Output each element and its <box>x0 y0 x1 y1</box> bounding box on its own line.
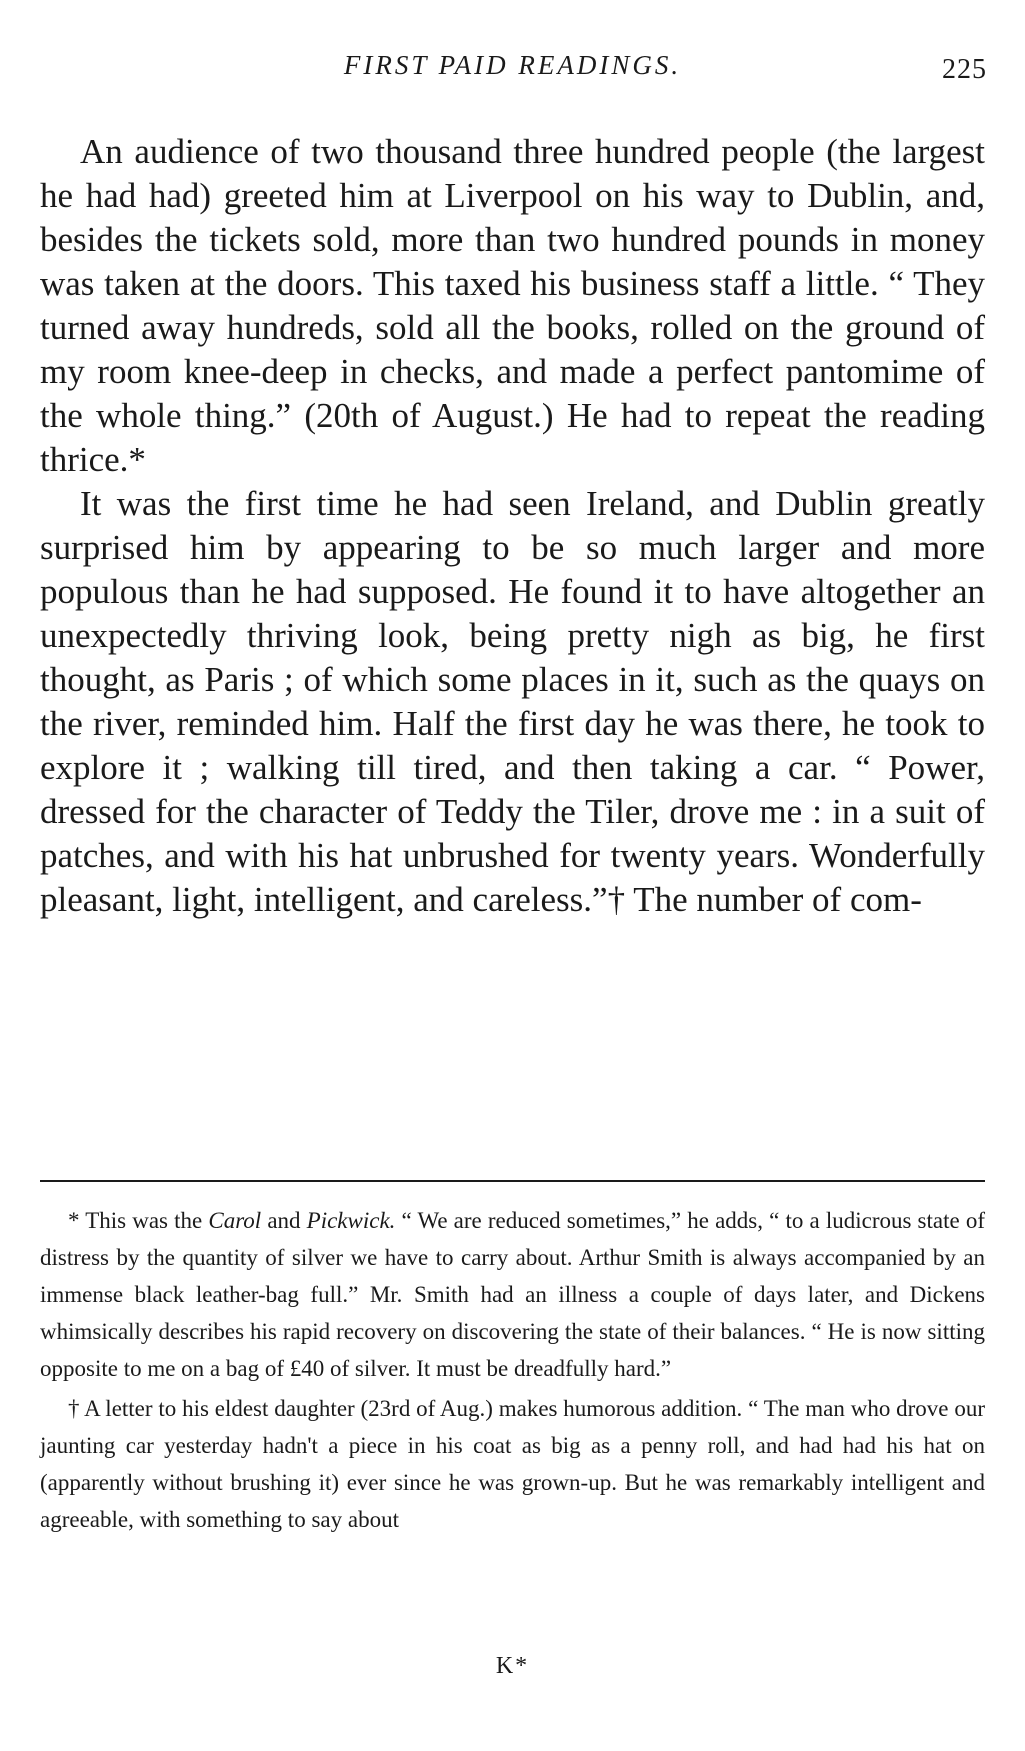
work-title-carol: Carol <box>208 1208 262 1233</box>
footnote-marker: * <box>68 1208 80 1233</box>
page-header <box>40 50 985 90</box>
body-paragraph: It was the first time he had seen Ireland, and Dublin greatly surprised him by appearing to be so much larger and more populous than he had supposed. He found it to have altogether an unexpectedly thriving look, being pretty nigh as big, he first thought, as Paris ; of which some places in it, such as the quays on the river, reminded him. Half the first day he was there, he took to explore it ; walking till tired, and then taking a car. “ Power, dressed for the character of Teddy the Tiler, drove me : in a suit of patches, and with his hat unbrushed for twenty years. Wonderfully pleasant, light, intelligent, and careless.”† The number of com- <box>40 484 985 919</box>
footnote-marker: † <box>68 1396 80 1421</box>
signature-mark: K* <box>495 1653 530 1679</box>
footnote-text: This was the <box>79 1208 209 1233</box>
body-paragraph: An audience of two thousand three hundred people (the largest he had had) greeted him at Liverpool on his way to Dublin, and, besides the tickets sold, more than two hundred pounds in money was taken at the doors. This taxed his business staff a little. “ They turned away hundreds, sold all the books, rolled on the ground of my room knee-deep in checks, and made a perfect pantomime of the whole thing.” (20th of August.) He had to repeat the reading thrice.* <box>40 132 985 479</box>
footnote-asterisk <box>40 1202 985 1387</box>
running-title: FIRST PAID READINGS. <box>343 50 682 80</box>
footnote-text: and <box>261 1208 307 1233</box>
footnotes <box>40 1202 985 1541</box>
footnote-dagger <box>40 1390 985 1538</box>
page-number: 225 <box>942 54 987 85</box>
main-text <box>40 130 985 922</box>
footnote-divider <box>40 1180 985 1182</box>
footnote-text: “ We are reduced sometimes,” he adds, “ to a ludicrous state of distress by the quantity of silver we have to carry about. Arthur Smith is always accompanied by an immense black leather-bag full.” Mr. Smith had an illness a couple of days later, and Dickens whimsically describes his rapid recovery on discovering the state of their balances. “ He is now sitting opposite to me on a bag of £40 of silver. It must be dreadfully hard.” <box>40 1208 985 1381</box>
work-title-pickwick: Pickwick. <box>306 1208 396 1233</box>
footnote-text: A letter to his eldest daughter (23rd of Aug.) makes humorous addition. “ The man who drove our jaunting car yesterday hadn't a piece in his coat as big as a penny roll, and had had his hat on (apparently without brushing it) ever since he was grown-up. But he was remarkably intelligent and agreeable, with something to say about <box>40 1396 985 1532</box>
